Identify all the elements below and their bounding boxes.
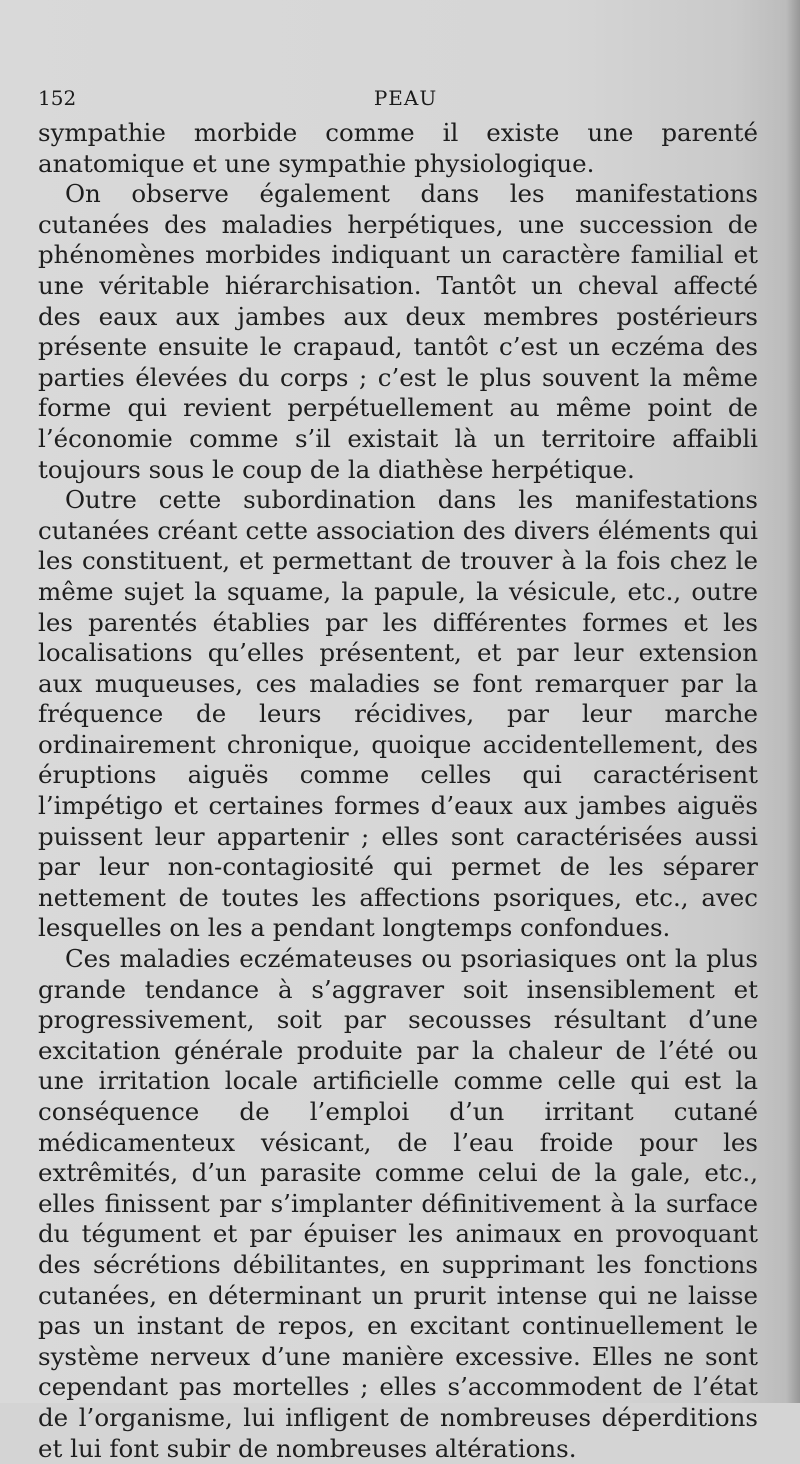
paragraph: On observe également dans les manifestations cutanées des maladies herpétiques, une succession de phénomènes morbides indiquant un caractère familial et une véritable hiérarchisation. Tantôt un cheval affecté des eaux aux jambes aux deux membres postérieurs présente ensuite le crapaud, tantôt c’est un eczéma des parties élevées du corps ; c’est le plus souvent la même forme qui revient perpétuellement au même point de l’économie comme s’il existait là un territoire affaibli toujours sous le coup de la diathèse herpétique.	[38, 179, 758, 484]
paragraph: Outre cette subordination dans les manifestations cutanées créant cette association des divers éléments qui les constituent, et permettant de trouver à la fois chez le même sujet la squame, la papule, la vésicule, etc., outre les parentés établies par les différentes formes et les localisations qu’elles présentent, et par leur extension aux muqueuses, ces maladies se font remarquer par la fréquence de leurs récidives, par leur marche ordinairement chronique, quoique accidentellement, des éruptions aiguës comme celles qui caractérisent l’impétigo et certaines formes d’eaux aux jambes aiguës puissent leur appartenir ; elles sont caractérisées aussi par leur non-contagiosité qui permet de les séparer nettement de toutes les affections psoriques, etc., avec lesquelles on les a pendant longtemps confondues.	[38, 485, 758, 943]
paragraph: sympathie morbide comme il existe une parenté anatomique et une sympathie physiologique.	[38, 118, 758, 178]
paragraph: Ces maladies eczémateuses ou psoriasiques ont la plus grande tendance à s’aggraver soit insensiblement et progressivement, soit par secousses résultant d’une excitation générale produite par la chaleur de l’été ou une irritation locale artificielle comme celle qui est la conséquence de l’emploi d’un irritant cutané médicamenteux vésicant, de l’eau froide pour les extrêmités, d’un parasite comme celui de la gale, etc., elles finissent par s’implanter définitivement à la surface du tégument et par épuiser les animaux en provoquant des sécrétions débilitantes, en supprimant les fonctions cutanées, en déterminant un prurit intense qui ne laisse pas un instant de repos, en excitant continuellement le système nerveux d’une manière excessive. Elles ne sont cependant pas mortelles ; elles s’accommodent de l’état de l’organisme, lui infligent de nombreuses déperditions et lui font subir de nombreuses altérations.	[38, 944, 758, 1463]
body-text	[38, 118, 758, 1464]
running-head: PEAU	[373, 86, 438, 110]
page-edge-shadow	[786, 0, 800, 1403]
page-number: 152	[38, 86, 77, 110]
page-header	[38, 80, 773, 112]
